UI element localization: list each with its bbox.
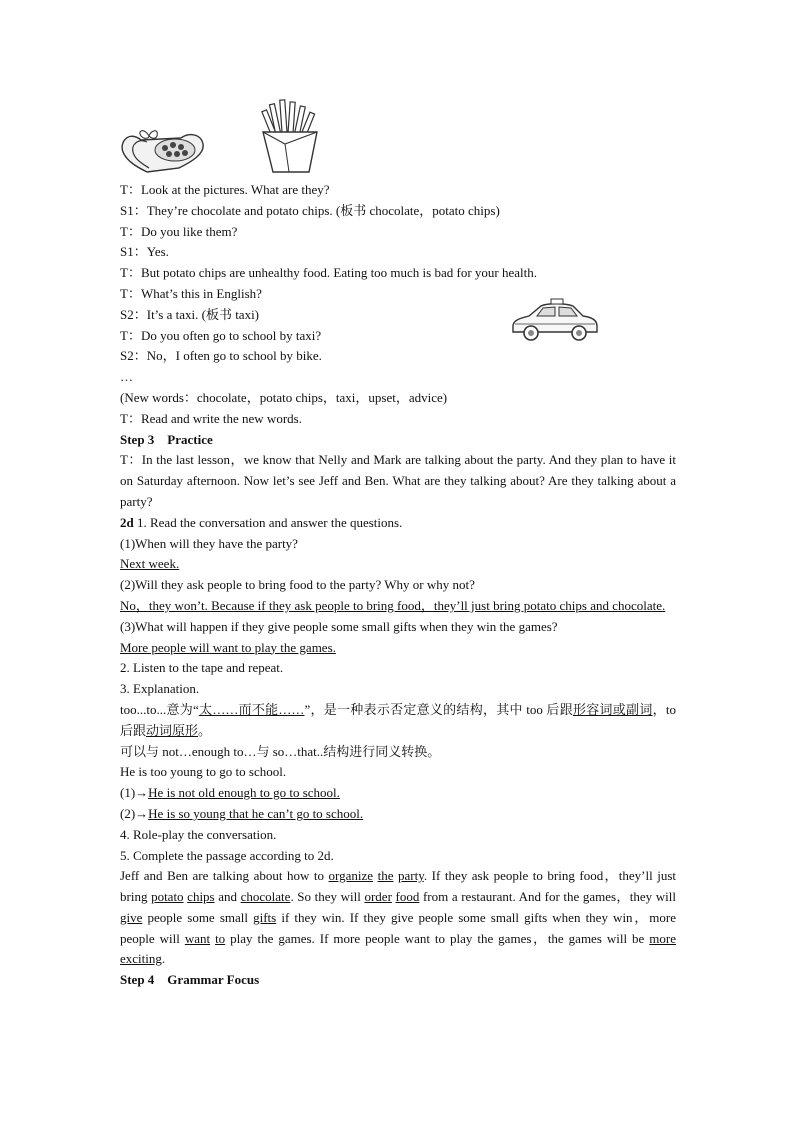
dialogue-line	[120, 263, 676, 284]
blank-answer: order	[364, 889, 392, 905]
text-run: (1)→	[120, 785, 149, 801]
text-run: 。	[198, 722, 212, 738]
example-sentence: He is too young to go to school.	[120, 764, 287, 780]
blank-answer: chocolate	[240, 889, 291, 905]
blank-answer: food	[395, 889, 420, 905]
step3-heading: Step 3 Practice	[120, 431, 213, 447]
teacher-intro	[120, 450, 676, 512]
text-run: .	[161, 951, 166, 967]
blank-answer: potato	[151, 889, 184, 905]
answer: Next week.	[120, 556, 180, 572]
utterance: Read and write the new words.	[140, 410, 302, 426]
blank-answer: organize	[328, 868, 374, 884]
speaker: S2：	[120, 348, 147, 364]
answer: He is so young that he can’t go to school.	[148, 805, 364, 821]
question: (2)Will they ask people to bring food to the party? Why or why not?	[120, 577, 475, 593]
utterance: Do you like them?	[140, 223, 238, 239]
underlined-run: 太……而不能……	[198, 701, 305, 717]
utterance: But potato chips are unhealthy food. Eating too much is bad for your health.	[140, 265, 538, 281]
question: (1)When will they have the party?	[120, 535, 298, 551]
explanation-title: 3. Explanation.	[120, 681, 200, 697]
complete-task: 5. Complete the passage according to 2d.	[120, 847, 334, 863]
blank-answer: the	[377, 868, 394, 884]
answer: He is not old enough to go to school.	[148, 785, 340, 801]
utterance: Do you often go to school by taxi?	[140, 327, 322, 343]
speaker: S2：	[120, 306, 147, 322]
blank-answer: give	[120, 909, 143, 925]
question: (3)What will happen if they give people some small gifts when they win the games?	[120, 618, 558, 634]
utterance: It’s a taxi. (板书 taxi)	[146, 306, 260, 322]
utterance: What’s this in English?	[140, 285, 262, 301]
dialogue-line	[120, 222, 676, 243]
utterance: Look at the pictures. What are they?	[140, 182, 330, 197]
blank-answer: exciting	[120, 951, 162, 967]
explanation-paragraph	[120, 700, 676, 742]
conversion-1	[120, 783, 676, 804]
text-run: ，to 后跟	[120, 701, 676, 738]
task-text: 1. Read the conversation and answer the questions.	[133, 514, 403, 530]
dialogue-line	[120, 284, 676, 305]
text-run: if they win. If they give people some small gifts when they win，more people will	[120, 909, 676, 946]
speaker: T：	[120, 223, 141, 239]
text-run: from a restaurant. And for the games，they will	[419, 889, 677, 905]
chocolate-box-icon	[119, 128, 209, 174]
text-run: people some small	[142, 909, 254, 925]
text-run: and	[214, 889, 241, 905]
text-run: . So they will	[290, 889, 365, 905]
blank-answer: want	[184, 930, 211, 946]
utterance: They’re chocolate and potato chips. (板书 chocolate，potato chips)	[146, 202, 500, 218]
blank-answer: more	[649, 930, 676, 946]
roleplay-task: 4. Role-play the conversation.	[120, 826, 277, 842]
speaker: T：	[120, 182, 141, 197]
utterance: No，I often go to school by bike.	[146, 348, 322, 364]
potato-chips-icon	[259, 98, 321, 174]
lesson-text	[120, 180, 676, 991]
dialogue-line	[120, 326, 676, 347]
text-run: . If they ask people to bring food，they’ll just bring	[120, 868, 677, 905]
ellipsis: …	[120, 369, 133, 385]
text-run: Jeff and Ben are talking about how to	[120, 868, 329, 884]
step4-heading: Step 4 Grammar Focus	[120, 972, 260, 988]
text-run: ”，是一种表示否定意义的结构，其中 too 后跟	[304, 701, 573, 717]
blank-answer: party	[398, 868, 424, 884]
text-run: (2)→	[120, 805, 149, 821]
new-words: (New words：chocolate，potato chips，taxi，upset，advice)	[120, 389, 448, 405]
text-run: too...to...意为“	[120, 701, 199, 717]
task-2d	[120, 513, 676, 534]
utterance: Yes.	[146, 244, 169, 260]
underlined-run: 形容词或副词	[572, 701, 653, 717]
explanation-paragraph: 可以与 not…enough to…与 so…that..结构进行同义转换。	[120, 743, 441, 759]
answer: More people will want to play the games.	[120, 639, 336, 655]
underlined-run: 动词原形	[146, 722, 199, 738]
text-run: play the games. If more people want to play the games，the games will be	[225, 930, 650, 946]
utterance: In the last lesson，we know that Nelly and Mark are talking about the party. And they plan to have it on Saturday afternoon. Now let’s see Jeff and Ben. What are they talking about? Are they talking about a party?	[120, 452, 676, 509]
passage	[120, 866, 676, 970]
speaker: S1：	[120, 202, 147, 218]
dialogue-line	[120, 305, 676, 326]
pictures-row	[119, 98, 339, 178]
conversion-2	[120, 804, 676, 825]
blank-answer: to	[215, 930, 226, 946]
dialogue-line	[120, 180, 676, 201]
speaker: T：	[120, 452, 142, 468]
answer: No，they won’t. Because if they ask people to bring food，they’ll just bring potato chips and chocolate.	[120, 597, 666, 613]
speaker: T：	[120, 327, 141, 343]
dialogue-line	[120, 242, 676, 263]
speaker: S1：	[120, 244, 147, 260]
dialogue-line	[120, 201, 676, 222]
listen-task: 2. Listen to the tape and repeat.	[120, 660, 284, 676]
task-label: 2d	[120, 514, 134, 530]
blank-answer: gifts	[253, 909, 277, 925]
speaker: T：	[120, 265, 141, 281]
speaker: T：	[120, 285, 141, 301]
blank-answer: chips	[187, 889, 215, 905]
dialogue-line	[120, 409, 676, 430]
speaker: T：	[120, 410, 141, 426]
dialogue-line	[120, 346, 676, 367]
